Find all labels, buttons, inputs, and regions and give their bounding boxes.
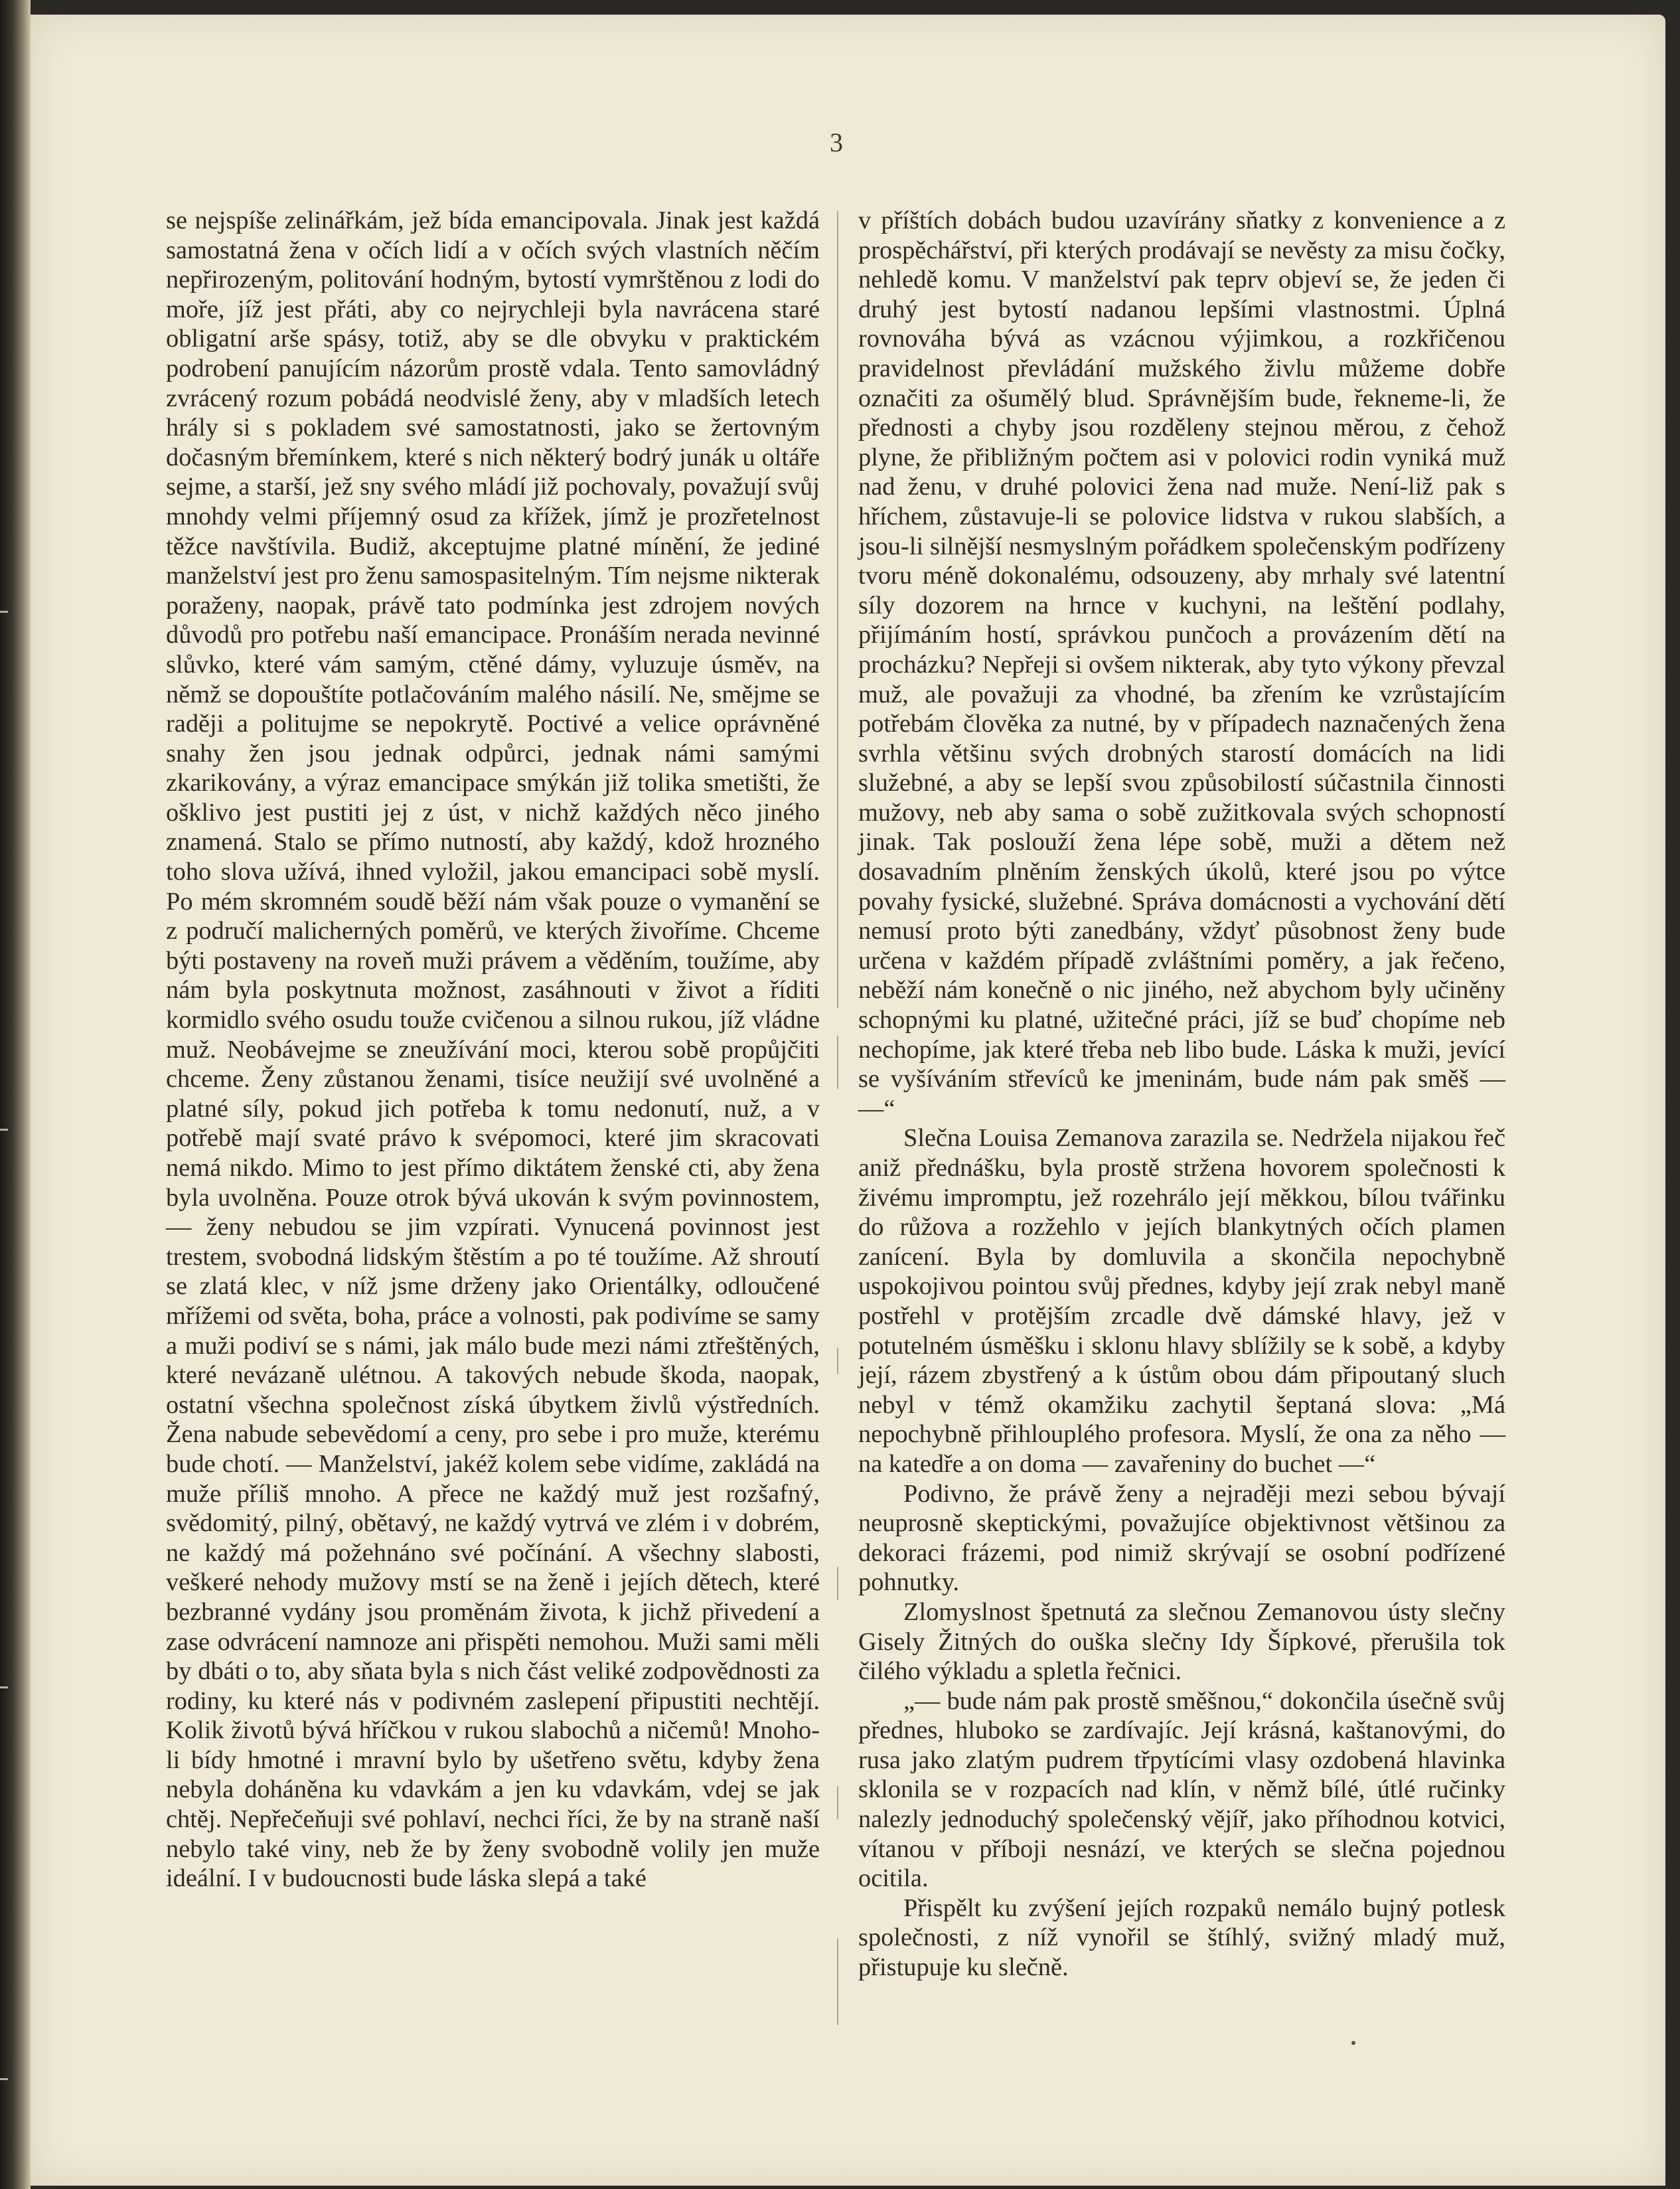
paragraph: v příštích dobách budou uzavírány sňatky z konvenience a z prospěchářství, při kterých prodávají se nevěsty za misu čočky, nehledě komu. V manželství pak teprv objeví se, že jeden či druhý jest bytostí nadanou lepšími vlastnostmi. Úplná rovnováha bývá as vzácnou výjimkou, a rozkřičenou pravidelnost převládání mužského živlu můžeme dobře označiti za ošumělý blud. Správnějším bude, řekneme-li, že přednosti a chyby jsou rozděleny stejnou měrou, z čehož plyne, že přibližným počtem asi v polovici rodin vyniká muž nad ženu, v druhé polovici žena nad muže. Není-liž pak s hříchem, zůstavuje-li se polovice lidstva v rukou slabších, a jsou-li silnější nesmyslným pořádkem společenským podřízeny tvoru méně dokonalému, odsouzeny, aby mrhaly své latentní síly dozorem na hrnce v kuchyni, na leštění podlahy, přijímáním hostí, správkou punčoch a provázením dětí na procházku? Nepřeji si ovšem nikterak, aby tyto výkony převzal muž, ale považuji za vhodné, ba zřením ke vzrůstajícím potřebám člověka za nutné, by v případech naznačených žena svrhla většinu svých drobných starostí domácích na lidi služebné, a aby se lepší svou způsobilostí súčastnila činnosti mužovy, neb aby sama o sobě zužitkovala svých schopností jinak. Tak poslouží žena lépe sobě, muži a dětem než dosavadním plněním ženských úkolů, které jsou po výtce povahy fysické, služebné. Správa domácnosti a vychování dětí nemusí proto býti zanedbány, vždyť působnost ženy bude určena v každém případě zvláštními poměry, a jak řečeno, neběží nám konečně o nic jiného, než abychom byly učiněny schopnými ku platné, užitečné práci, jíž se buď chopíme neb nechopíme, jak které třeba neb libo bude. Láska k muži, jevící se vyšíváním střevíců ke jmeninám, bude nám pak směš — —“ [858,206,1505,1123]
column-rule [837,1036,838,1089]
paragraph: se nejspíše zelinářkám, jež bída emancipovala. Jinak jest každá samostatná žena v očích lidí a v očích svých vlastních něčím nepřirozeným, politování hodným, bytostí vymrštěnou z lodi do moře, jíž jest přáti, aby co nejrychleji byla navrácena staré obligatní arše spásy, totiž, aby se dle obvyku v praktickém podrobení panujícím názorům prostě vdala. Tento samovládný zvrácený rozum pobádá neodvislé ženy, aby v mladších letech hrály si s pokladem své samostatnosti, jako se žertovným dočasným břemínkem, které s nich některý bodrý junák u oltáře sejme, a starší, jež sny svého mládí již pochovaly, považují svůj mnohdy velmi příjemný osud za křížek, jímž je prozřetelnost těžce navštívila. Budiž, akceptujme platné mínění, že jediné manželství jest pro ženu samospasitelným. Tím nejsme nikterak poraženy, naopak, právě tato podmínka jest zdrojem nových důvodů pro potřebu naší emancipace. Pronáším nerada nevinné slůvko, které vám samým, ctěné dámy, vyluzuje úsměv, na němž se dopouštíte potlačováním malého násilí. Ne, smějme se raději a politujme se nepokrytě. Poctivé a velice oprávněné snahy žen jsou jednak odpůrci, jednak námi samými zkarikovány, a výraz emancipace smýkán již tolika smetišti, že ošklivo jest pustiti jej z úst, v nichž každých něco jiného znamená. Stalo se přímo nutností, aby každý, kdož hrozného toho slova užívá, ihned vyložil, jakou emancipaci sobě myslí. Po mém skromném soudě běží nám však pouze o vymanění se z područí malicherných poměrů, ve kterých živoříme. Chceme býti postaveny na roveň muži právem a věděním, toužíme, aby nám byla poskytnuta možnost, zasáhnouti v život a říditi kormidlo svého osudu touže cvičenou a silnou rukou, jíž vládne muž. Neobávejme se zneužívání moci, kterou sobě propůjčiti chceme. Ženy zůstanou ženami, tisíce neužijí své uvolněné a platné síly, pokud jich potřeba k tomu nedonutí, nuž, a v potřebě mají svaté právo k svépomoci, které jim skracovati nemá nikdo. Mimo to jest přímo diktátem ženské cti, aby žena byla uvolněna. Pouze otrok bývá ukován k svým povinnostem, — ženy nebudou se jim vzpírati. Vynucená povinnost jest trestem, svobodná lidským štěstím a po té toužíme. Až shroutí se zlatá klec, v níž jsme drženy jako Orientálky, odloučené mřížemi od světa, boha, práce a volnosti, pak podivíme se samy a muži podiví se s námi, jak málo bude mezi námi ztřeštěných, které nevázaně ulétnou. A takových nebude škoda, naopak, ostatní všechna společnost získá úbytkem živlů výstředních. Žena nabude sebevědomí a ceny, pro sebe i pro muže, kterému bude chotí. — Manželství, jakéž kolem sebe vidíme, zakládá na muže příliš mnoho. A přece ne každý muž jest rozšafný, svědomitý, pilný, obětavý, ne každý vytrvá ve zlém i v dobrém, ne každý má požehnáno své počínání. A všechny slabosti, veškeré nehody mužovy mstí se na ženě i jejích dětech, které bezbranné vydány jsou proměnám života, k jichž přivedení a zase odvrácení namnoze ani přispěti nemohou. Muži sami měli by dbáti o to, aby sňata byla s nich část veliké zodpovědnosti za rodiny, ku které nás v podivném zaslepení připustiti nechtějí. Kolik životů bývá hříčkou v rukou slabochů a ničemů! Mnoho-li bídy hmotné i mravní bylo by ušetřeno světu, kdyby žena nebyla doháněna ku vdavkám a jen ku vdavkám, vdej se jak chtěj. Nepřečeňuji své pohlaví, nechci říci, že by na straně naší nebylo také viny, neb že by ženy svobodně volily jen muže ideální. I v budoucnosti bude láska slepá a také [166,206,820,1893]
paragraph: Přispělt ku zvýšení jejích rozpaků nemálo bujný potlesk společnosti, z níž vynořil se štíhlý, svižný mladý muž, přistupuje ku slečně. [858,1894,1505,1982]
paragraph: Zlomyslnost špetnutá za slečnou Zemanovou ústy slečny Gisely Žitných do ouška slečny Idy Šípkové, přerušila tok čilého výkladu a spletla řečnici. [858,1597,1505,1686]
edge-mark [0,1686,8,1688]
ink-speck [1351,2041,1355,2045]
column-rule [837,1567,838,1600]
paragraph: Podivno, že právě ženy a nejraději mezi sebou bývají neuprosně skeptickými, považujíce objektivnost většinou za dekoraci frázemi, pod nimiž skrývají se osobní podřízené pohnutky. [858,1479,1505,1597]
page-number: 3 [830,127,843,157]
edge-mark [0,2078,8,2080]
edge-mark [0,1129,8,1131]
paragraph: „— bude nám pak prostě směšnou,“ dokončila úsečně svůj přednes, hluboko se zardívajíc. Její krásná, kaštanovými, do rusa jako zlatým pudrem třpytícími vlasy ozdobená hlavinka sklonila se v rozpacích nad klín, v němž bílé, útlé ručinky nalezly jednoduchý společenský vějíř, jako příhodnou kotvici, vítanou v příboji nesnází, ve kterých se slečna pojednou ocitila. [858,1686,1505,1893]
book-binding-edge [0,0,31,2189]
column-rule [837,211,838,1008]
left-column [166,206,820,1894]
paragraph: Slečna Louisa Zemanova zarazila se. Nedržela nijakou řeč aniž přednášku, byla prostě stržena hovorem společnosti k živému impromptu, jež rozehrálo její měkkou, bílou tvářinku do růžova a rozžehlo v jejích blankytných očích plamen zanícení. Byla by domluvila a skončila nepochybně uspokojivou pointou svůj přednes, kdyby její zrak nebyl maně postřehl v protějším zrcadle dvě dámské hlavy, jež v potutelném úsměšku i sklonu hlavy sblížily se k sobě, a kdyby její, rázem zbystřený a k ústům obou dám připoutaný sluch nebyl v témž okamžiku zachytil šeptaná slova: „Má nepochybně přihlouplého profesora. Myslí, že ona za něho — na katedře a on doma — zavařeniny do buchet —“ [858,1124,1505,1478]
edge-mark [0,611,8,613]
right-column [858,206,1505,1983]
column-rule [837,1348,838,1374]
column-rule [837,1786,838,1819]
column-rule [837,1939,838,2025]
